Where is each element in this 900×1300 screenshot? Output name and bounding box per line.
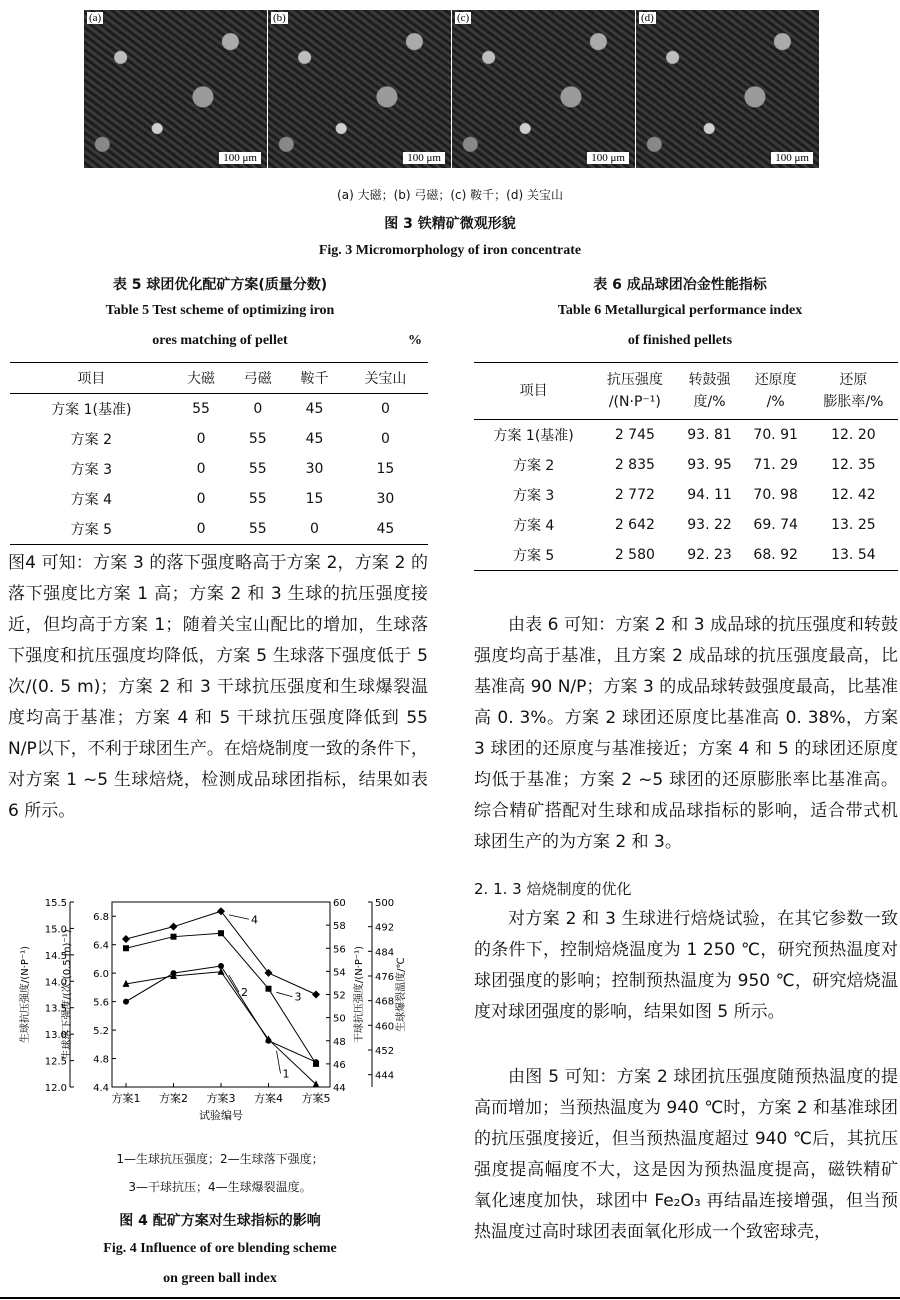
table-cell: 12. 20 [831,427,876,443]
micrograph-c [452,10,635,168]
table-cell: 2 642 [614,517,655,533]
y-tick-label: 500 [375,898,395,909]
y-axis-label: 生球抗压强度/(N·P⁻¹) [20,945,31,1044]
table-cell: 0 [310,521,319,537]
y-tick-label: 13.0 [44,1030,67,1042]
data-point [123,999,129,1005]
table-cell: 2 580 [614,547,655,563]
y-tick-label: 444 [375,1070,395,1082]
y-axis-label: 干球抗压强度/(N·P⁻¹) [354,945,365,1044]
right-paragraph-3: 由图 5 可知：方案 2 球团抗压强度随预热温度的提高而增加；当预热温度为 940 ℃时，方案 2 和基准球团的抗压强度接近，但当预热温度超过 940 ℃后，其抗压强度提高幅度不大，这是因为预热温度提高，磁铁精矿氧化速度加快，球团中 Fe₂O₃ 再结晶连接增强，但当预热温度过高时球团表面氧化形成一个致密球壳， [474,1067,898,1242]
header-line: 抗压强度 [606,372,663,388]
x-tick-label: 方案5 [301,1092,331,1105]
x-tick-label: 方案3 [206,1092,236,1105]
y-tick-label: 56 [333,944,346,956]
fig4-legend-2: 3—干球抗压；4—生球爆裂温度。 [128,1180,312,1194]
table-cell: 方案 1(基准) [51,402,132,418]
table-row [474,540,898,571]
y-tick-label: 14.5 [44,950,67,962]
table-cell: 0 [196,491,206,507]
column-header: 鞍千 [286,363,343,394]
left-paragraph: 图4 可知：方案 3 的落下强度略高于方案 2，方案 2 的落下强度比方案 1 高；方案 2 和 3 生球的抗压强度接近，但均高于方案 1；随着关宝山配比的增加，生球落下强度和抗压强度均降低，方案 5 生球落下强度低于 5 次/(0. 5 m)；方案 2 和 3 干球抗压强度和生球爆裂温度均高于基准；方案 4 和 5 干球抗压强度降低到 55 N/P以下，不利于球团生产。在焙烧制度一致的条件下，对方案 1 ~5 生球焙烧，检测成品球团指标，结果如表 6 所示。 [8,553,428,821]
y-tick-label: 484 [375,947,395,959]
panel-label: (a) [89,12,102,24]
y-tick-label: 4.8 [93,1054,109,1066]
table-cell: 93. 95 [687,457,732,473]
table-cell: 71. 29 [753,457,798,473]
figure4-chart [0,890,440,1140]
y-tick-label: 46 [333,1059,346,1071]
table6-title-en: Table 6 Metallurgical performance index [557,303,803,318]
table-cell: 45 [305,401,324,417]
table-cell: 方案 3 [512,488,555,504]
table-cell: 45 [305,431,324,447]
header-line: 膨胀率/% [823,394,884,410]
data-point [266,1038,272,1044]
y-tick-label: 54 [333,967,346,979]
y-tick-label: 15.5 [44,898,67,909]
column-header [676,363,742,420]
data-point [218,963,224,969]
x-tick-label: 方案2 [159,1092,188,1105]
header-line: 还原 [839,372,868,388]
micrograph-b [268,10,451,168]
table-cell: 13. 25 [831,517,876,533]
section-heading: 2. 1. 3 焙烧制度的优化 [474,880,632,898]
right-paragraph-1: 由表 6 可知：方案 2 和 3 成品球的抗压强度和转鼓强度均高于基准，且方案 2 成品球的抗压强度最高，比基准高 90 N/P；方案 3 的成品球转鼓强度最高，比基准高 0. 3%。方案 2 球团还原度比基准高 0. 38%，方案 3 球团的还原度与基准接近；方案 4 和 5 的球团还原度均低于基准；方案 2 ~5 球团的还原膨胀率比基准高。综合精矿搭配对生球和成品球指标的影响，适合带式机球团生产的为方案 2 和 3。 [474,615,898,852]
y-tick-label: 4.4 [93,1083,109,1094]
fig4-caption-en: Fig. 4 Influence of ore blending scheme [103,1241,337,1256]
y-axis-label: 生球落下强度/(次·(0.5 m)⁻¹) [62,929,73,1060]
table-cell: 92. 23 [687,547,732,563]
table-cell: 0 [380,401,390,417]
y-tick-label: 6.8 [93,912,109,924]
column-header: 大磁 [173,363,230,394]
table-cell: 94. 11 [687,487,732,503]
table-row [10,424,428,454]
table-cell: 93. 81 [687,427,732,443]
table-header-row [474,363,898,420]
table-cell: 69. 74 [753,517,798,533]
table-cell: 68. 92 [753,547,798,563]
fig3-caption-cn: 图 3 铁精矿微观形貌 [384,216,516,232]
scale-bar: 100 μm [219,152,261,164]
series-leader-line [277,1051,281,1074]
data-point [313,1061,319,1067]
y-axis-label: 生球爆裂温度/℃ [396,957,407,1032]
header-line: 还原度 [754,372,797,388]
table-row [10,514,428,545]
data-point [266,986,272,992]
y-tick-label: 12.5 [44,1056,67,1068]
y-tick-label: 52 [333,990,346,1002]
y-tick-label: 6.0 [93,969,109,981]
table-cell: 0 [196,461,206,477]
table-row [474,420,898,451]
table-cell: 30 [305,461,324,477]
table-cell: 93. 22 [687,517,732,533]
table-row [474,480,898,510]
y-tick-label: 468 [375,996,395,1008]
y-tick-label: 15.0 [44,924,67,936]
table-cell: 55 [248,491,267,507]
table-cell: 55 [248,521,267,537]
x-tick-label: 方案1 [111,1092,141,1105]
y-tick-label: 48 [333,1036,346,1048]
table-cell: 45 [376,521,395,537]
table-row [474,510,898,540]
data-point [171,934,177,940]
table-cell: 70. 98 [753,487,798,503]
table-cell: 方案 5 [512,548,555,564]
column-header [743,363,809,420]
series-label: 2 [241,986,248,1000]
table-cell: 15 [376,461,395,477]
table-cell: 55 [248,431,267,447]
table-cell: 0 [380,431,390,447]
table-cell: 2 772 [614,487,655,503]
x-tick-label: 方案4 [254,1092,283,1105]
table5 [10,362,428,545]
series-leader-line [229,915,249,919]
y-tick-label: 5.6 [93,997,109,1009]
table-cell: 0 [196,431,206,447]
panel-label: (c) [457,12,470,24]
panel-label: (d) [641,12,654,24]
table-cell: 方案 4 [512,518,555,534]
y-tick-label: 5.2 [93,1026,109,1038]
data-point [122,935,130,943]
data-point [123,945,129,951]
panel-label: (b) [273,12,286,24]
series-label: 4 [251,913,258,927]
table-cell: 方案 2 [512,458,555,474]
table-cell: 70. 91 [753,427,798,443]
column-header: 项目 [10,363,173,394]
data-point [217,907,225,915]
table5-title-en-2: ores matching of pellet [152,333,288,348]
data-point [312,991,320,999]
fig4-legend-1: 1—生球抗压强度；2—生球落下强度； [116,1152,324,1166]
table5-unit: % [408,333,422,348]
data-point [265,969,273,977]
table-cell: 2 745 [614,427,655,443]
series-line [126,911,316,994]
data-point [218,930,224,936]
header-line: /(N·P⁻¹) [608,394,661,410]
y-tick-label: 58 [333,921,346,933]
header-line: 度/% [693,394,726,410]
y-tick-label: 13.5 [44,1003,67,1015]
y-tick-label: 452 [375,1046,395,1057]
scale-bar: 100 μm [771,152,813,164]
series-label: 3 [294,990,302,1004]
data-point [171,970,177,976]
y-tick-label: 50 [333,1013,346,1025]
y-tick-label: 44 [333,1083,346,1094]
data-point [170,923,178,931]
header-line: /% [766,394,785,410]
series-line [126,966,316,1062]
table-cell: 55 [248,461,267,477]
fig3-caption-en: Fig. 3 Micromorphology of iron concentrate [318,243,582,258]
scale-bar: 100 μm [587,152,629,164]
table-cell: 方案 3 [70,462,113,478]
table-header-row [10,363,428,394]
table-cell: 方案 2 [70,432,113,448]
column-header [474,363,593,420]
table-row [10,394,428,425]
table-cell: 方案 4 [70,492,113,508]
table6-title-cn: 表 6 成品球团冶金性能指标 [593,277,767,293]
y-tick-label: 476 [375,972,395,983]
y-tick-label: 460 [375,1021,395,1033]
series-label: 1 [282,1067,290,1081]
column-header [809,363,898,420]
table-row [474,450,898,480]
table-row [10,484,428,514]
table-cell: 0 [253,401,263,417]
micrograph-d [636,10,819,168]
y-tick-label: 6.4 [93,940,109,952]
table-cell: 13. 54 [831,547,876,563]
table-cell: 55 [192,401,210,417]
table-cell: 30 [376,491,395,507]
table-cell: 2 835 [614,457,655,473]
series-line [126,933,316,1064]
page-bottom-rule [0,1297,900,1299]
table6 [474,362,898,571]
x-axis-label: 试验编号 [199,1109,243,1122]
column-header: 弓磁 [229,363,286,394]
scale-bar: 100 μm [403,152,445,164]
table-cell: 12. 42 [831,487,876,503]
table-cell: 15 [305,491,324,507]
table-cell: 方案 1(基准) [493,428,574,444]
header-line: 项目 [519,383,548,399]
column-header [593,363,676,420]
table-cell: 0 [196,521,206,537]
micrograph-a [84,10,267,168]
fig4-caption-en-2: on green ball index [163,1271,277,1286]
y-tick-label: 12.0 [44,1083,67,1094]
column-header: 关宝山 [343,363,428,394]
table5-title-en: Table 5 Test scheme of optimizing iron [105,303,335,318]
y-tick-label: 492 [375,922,395,934]
header-line: 转鼓强 [688,372,731,388]
table5-title-cn: 表 5 球团优化配矿方案(质量分数) [112,277,328,293]
fig3-subcaption: (a) 大磁；(b) 弓磁；(c) 鞍千；(d) 关宝山 [337,188,563,202]
table-cell: 12. 35 [831,457,876,473]
right-paragraph-2: 对方案 2 和 3 生球进行焙烧试验，在其它参数一致的条件下，控制焙烧温度为 1 250 ℃，研究预热温度对球团强度的影响；控制预热温度为 950 ℃，研究焙烧温度对球团强度的影响，结果如图 5 所示。 [474,909,898,1022]
y-tick-label: 60 [333,898,346,909]
y-tick-label: 14.0 [44,977,67,989]
table6-title-en-2: of finished pellets [627,333,733,348]
series-leader-line [277,992,293,996]
fig4-caption-cn: 图 4 配矿方案对生球指标的影响 [119,1213,321,1229]
table-row [10,454,428,484]
table-cell: 方案 5 [70,522,113,538]
